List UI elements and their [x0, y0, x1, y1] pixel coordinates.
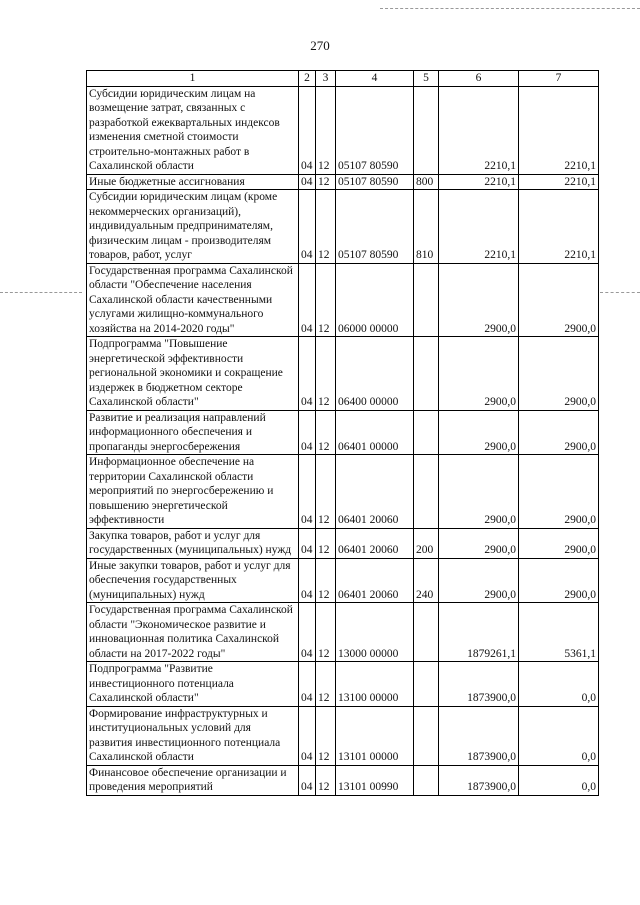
- table-row: [87, 455, 599, 529]
- row-name: Иные бюджетные ассигнования: [87, 174, 299, 190]
- row-vr: [414, 603, 439, 662]
- header-cell: 3: [316, 71, 336, 87]
- row-csr: 06401 20060: [336, 558, 414, 603]
- row-sum-2: 0,0: [519, 765, 599, 795]
- row-vr: [414, 662, 439, 707]
- row-name: Информационное обеспечение на территории Сахалинской области мероприятий по энергосбережению и повышению энергетической эффективности: [87, 455, 299, 529]
- row-rz: 04: [299, 662, 316, 707]
- row-csr: 06401 20060: [336, 455, 414, 529]
- row-rz: 04: [299, 528, 316, 558]
- row-name: Субсидии юридическим лицам на возмещение затрат, связанных с разработкой ежеквартальных индексов изменения сметной стоимости строительно-монтажных работ в Сахалинской области: [87, 86, 299, 174]
- table-row: [87, 765, 599, 795]
- row-sum-1: 2900,0: [439, 410, 519, 455]
- row-sum-1: 1873900,0: [439, 662, 519, 707]
- row-rz: 04: [299, 455, 316, 529]
- row-sum-2: 2900,0: [519, 410, 599, 455]
- row-sum-2: 2900,0: [519, 337, 599, 411]
- row-sum-1: 2900,0: [439, 263, 519, 337]
- row-sum-2: 2900,0: [519, 558, 599, 603]
- row-csr: 13101 00990: [336, 765, 414, 795]
- row-sum-2: 2210,1: [519, 190, 599, 264]
- row-sum-1: 2210,1: [439, 190, 519, 264]
- header-cell: 5: [414, 71, 439, 87]
- row-vr: [414, 455, 439, 529]
- scan-artifact-line: [380, 8, 640, 10]
- row-sum-2: 2210,1: [519, 174, 599, 190]
- row-rz: 04: [299, 86, 316, 174]
- row-csr: 13101 00000: [336, 706, 414, 765]
- row-name: Иные закупки товаров, работ и услуг для обеспечения государственных (муниципальных) нужд: [87, 558, 299, 603]
- row-pr: 12: [316, 263, 336, 337]
- row-csr: 05107 80590: [336, 86, 414, 174]
- table-row: [87, 558, 599, 603]
- row-vr: 800: [414, 174, 439, 190]
- row-name: Государственная программа Сахалинской области "Обеспечение населения Сахалинской области качественными услугами жилищно-коммунального хозяйства на 2014-2020 годы": [87, 263, 299, 337]
- row-sum-1: 2900,0: [439, 558, 519, 603]
- row-rz: 04: [299, 174, 316, 190]
- row-name: Государственная программа Сахалинской области "Экономическое развитие и инновационная политика Сахалинской области на 2017-2022 годы": [87, 603, 299, 662]
- row-vr: [414, 86, 439, 174]
- row-sum-1: 1879261,1: [439, 603, 519, 662]
- table-row: [87, 603, 599, 662]
- row-pr: 12: [316, 337, 336, 411]
- row-rz: 04: [299, 603, 316, 662]
- page-number: 270: [310, 38, 330, 53]
- row-vr: [414, 263, 439, 337]
- table-row: [87, 706, 599, 765]
- row-pr: 12: [316, 662, 336, 707]
- row-pr: 12: [316, 455, 336, 529]
- row-sum-2: 5361,1: [519, 603, 599, 662]
- row-rz: 04: [299, 263, 316, 337]
- row-csr: 05107 80590: [336, 190, 414, 264]
- row-name: Подпрограмма "Повышение энергетической эффективности региональной экономики и сокращение издержек в бюджетном секторе Сахалинской области": [87, 337, 299, 411]
- table-row: [87, 190, 599, 264]
- row-rz: 04: [299, 190, 316, 264]
- row-vr: [414, 410, 439, 455]
- row-rz: 04: [299, 410, 316, 455]
- row-sum-2: 2900,0: [519, 528, 599, 558]
- row-sum-1: 2900,0: [439, 337, 519, 411]
- row-sum-1: 2900,0: [439, 528, 519, 558]
- row-pr: 12: [316, 410, 336, 455]
- row-pr: 12: [316, 174, 336, 190]
- row-vr: [414, 706, 439, 765]
- header-cell: 6: [439, 71, 519, 87]
- row-pr: 12: [316, 558, 336, 603]
- row-sum-2: 2900,0: [519, 263, 599, 337]
- row-name: Субсидии юридическим лицам (кроме некоммерческих организаций), индивидуальным предпринимателям, физическим лицам - производителям товаров, работ, услуг: [87, 190, 299, 264]
- row-csr: 06000 00000: [336, 263, 414, 337]
- header-cell: 2: [299, 71, 316, 87]
- row-pr: 12: [316, 603, 336, 662]
- table-row: [87, 337, 599, 411]
- row-name: Развитие и реализация направлений информационного обеспечения и пропаганды энергосбережения: [87, 410, 299, 455]
- row-csr: 13000 00000: [336, 603, 414, 662]
- row-sum-2: 0,0: [519, 662, 599, 707]
- header-cell: 7: [519, 71, 599, 87]
- row-csr: 13100 00000: [336, 662, 414, 707]
- row-name: Финансовое обеспечение организации и проведения мероприятий: [87, 765, 299, 795]
- row-sum-1: 2210,1: [439, 174, 519, 190]
- row-pr: 12: [316, 190, 336, 264]
- row-csr: 05107 80590: [336, 174, 414, 190]
- row-name: Формирование инфраструктурных и институциональных условий для развития инвестиционного потенциала Сахалинской области: [87, 706, 299, 765]
- header-cell: 1: [87, 71, 299, 87]
- scan-artifact-line: [600, 292, 640, 294]
- table-row: [87, 410, 599, 455]
- row-vr: [414, 765, 439, 795]
- row-pr: 12: [316, 706, 336, 765]
- row-sum-1: 1873900,0: [439, 706, 519, 765]
- row-csr: 06400 00000: [336, 337, 414, 411]
- row-sum-1: 2210,1: [439, 86, 519, 174]
- row-sum-2: 0,0: [519, 706, 599, 765]
- row-rz: 04: [299, 706, 316, 765]
- scan-artifact-line: [0, 292, 82, 294]
- row-pr: 12: [316, 765, 336, 795]
- row-sum-2: 2210,1: [519, 86, 599, 174]
- row-sum-2: 2900,0: [519, 455, 599, 529]
- row-name: Подпрограмма "Развитие инвестиционного потенциала Сахалинской области": [87, 662, 299, 707]
- table-row: [87, 174, 599, 190]
- row-sum-1: 1873900,0: [439, 765, 519, 795]
- row-vr: 240: [414, 558, 439, 603]
- budget-table: [86, 70, 599, 796]
- header-row: [87, 71, 599, 87]
- row-vr: 200: [414, 528, 439, 558]
- row-vr: [414, 337, 439, 411]
- row-rz: 04: [299, 765, 316, 795]
- row-name: Закупка товаров, работ и услуг для государственных (муниципальных) нужд: [87, 528, 299, 558]
- row-csr: 06401 00000: [336, 410, 414, 455]
- row-csr: 06401 20060: [336, 528, 414, 558]
- row-pr: 12: [316, 86, 336, 174]
- header-cell: 4: [336, 71, 414, 87]
- table-row: [87, 263, 599, 337]
- row-pr: 12: [316, 528, 336, 558]
- table-row: [87, 662, 599, 707]
- row-rz: 04: [299, 337, 316, 411]
- row-vr: 810: [414, 190, 439, 264]
- table-row: [87, 86, 599, 174]
- row-sum-1: 2900,0: [439, 455, 519, 529]
- row-rz: 04: [299, 558, 316, 603]
- table-row: [87, 528, 599, 558]
